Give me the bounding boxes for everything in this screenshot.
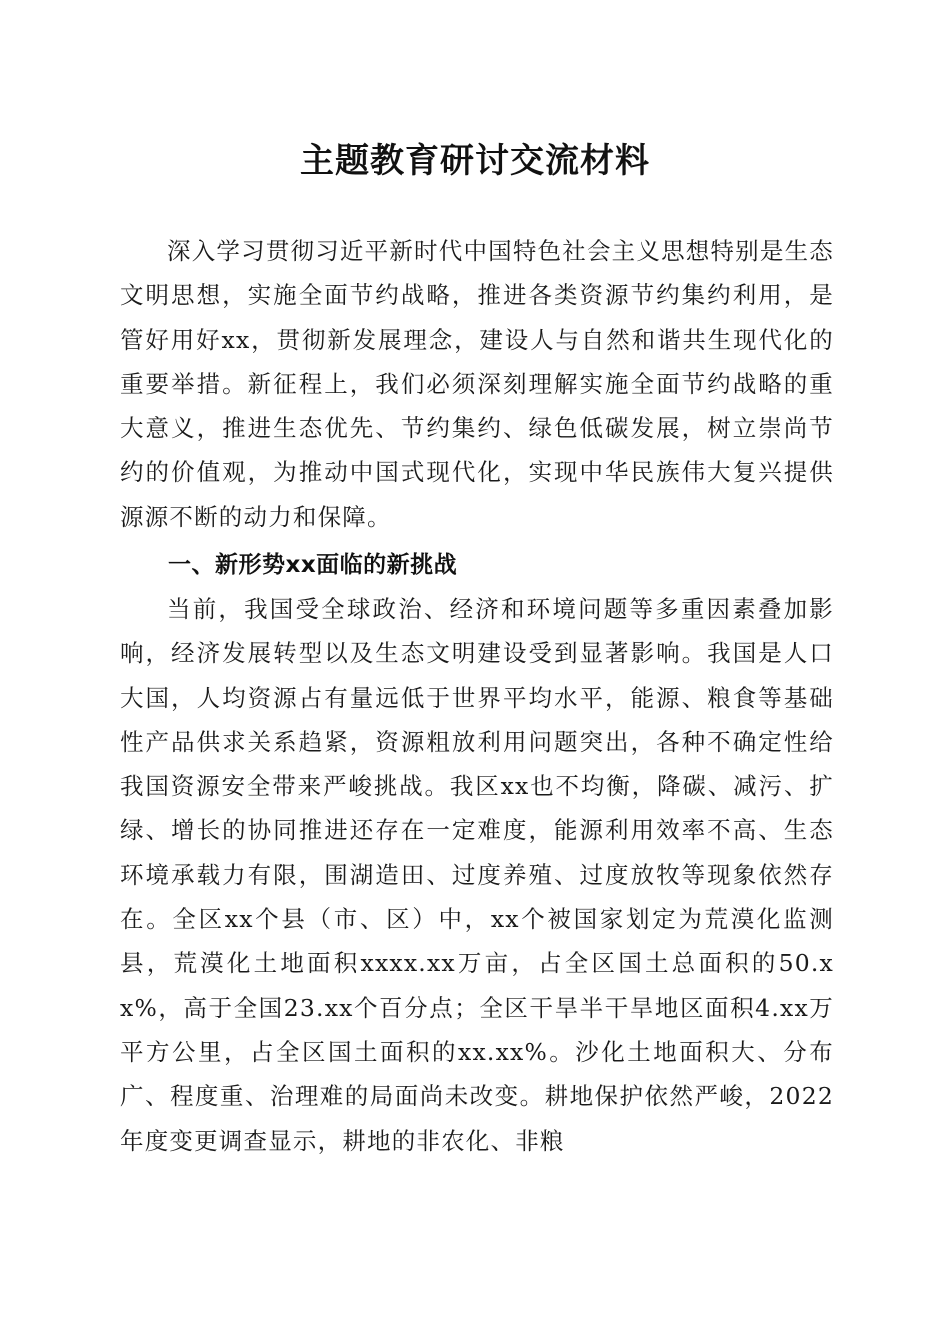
section-paragraph: 当前，我国受全球政治、经济和环境问题等多重因素叠加影响，经济发展转型以及生态文明建设受到显著影响。我国是人口大国，人均资源占有量远低于世界平均水平，能源、粮食等基础性产品供求关系趋紧，资源粗放利用问题突出，各种不确定性给我国资源安全带来严峻挑战。我区xx也不均衡，降碳、减污、扩绿、增长的协同推进还存在一定难度，能源利用效率不高、生态环境承载力有限，围湖造田、过度养殖、过度放牧等现象依然存在。全区xx个县（市、区）中，xx个被国家划定为荒漠化监测县，荒漠化土地面积xxxx.xx万亩，占全区国土总面积的50.xx%，高于全国23.xx个百分点；全区干旱半干旱地区面积4.xx万平方公里，占全区国土面积的xx.xx%。沙化土地面积大、分布广、程度重、治理难的局面尚未改变。耕地保护依然严峻，2022年度变更调查显示，耕地的非农化、非粮 xyxy=(120,595,834,1155)
document-title: 主题教育研讨交流材料 xyxy=(300,141,650,181)
intro-paragraph: 深入学习贯彻习近平新时代中国特色社会主义思想特别是生态文明思想，实施全面节约战略，推进各类资源节约集约利用，是管好用好xx，贯彻新发展理念，建设人与自然和谐共生现代化的重要举措。新征程上，我们必须深刻理解实施全面节约战略的重大意义，推进生态优先、节约集约、绿色低碳发展，树立崇尚节约的价值观，为推动中国式现代化，实现中华民族伟大复兴提供源源不断的动力和保障。 xyxy=(120,237,834,531)
section-heading: 一、新形势xx面临的新挑战 xyxy=(168,552,458,578)
